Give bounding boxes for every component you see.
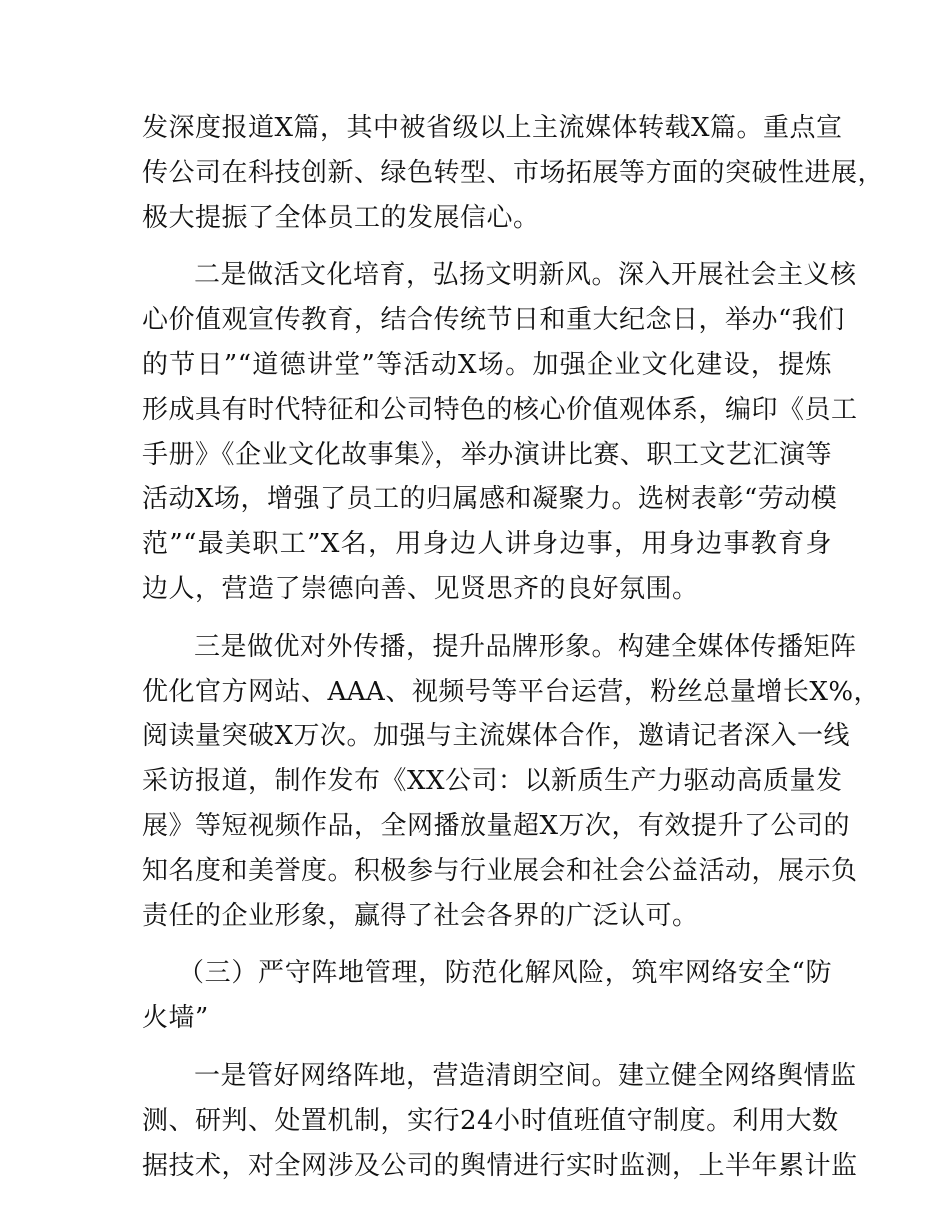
text-line: 极大提振了全体员工的发展信心。 bbox=[142, 202, 540, 233]
text-line: 手册》《企业文化故事集》，举办演讲比赛、职工文艺汇演等 bbox=[142, 439, 832, 470]
text-line: 边人，营造了崇德向善、见贤思齐的良好氛围。 bbox=[142, 573, 699, 604]
document-body bbox=[142, 106, 885, 1201]
paragraph-communication bbox=[142, 625, 881, 939]
text-line: 心价值观宣传教育，结合传统节日和重大纪念日，举办“我们 bbox=[142, 305, 845, 336]
heading-line: （三）严守阵地管理，防范化解风险，筑牢网络安全“防 bbox=[178, 958, 832, 989]
text-line: 三是做优对外传播，提升品牌形象。构建全媒体传播矩阵 bbox=[194, 631, 857, 662]
section-heading bbox=[142, 951, 832, 1041]
text-line: 展》等短视频作品，全网播放量超X万次，有效提升了公司的 bbox=[142, 810, 851, 841]
text-line: 形成具有时代特征和公司特色的核心价值观体系，编印《员工 bbox=[142, 394, 858, 425]
heading-line: 火墙” bbox=[142, 1003, 209, 1034]
text-line: 测、研判、处置机制，实行24小时值班值守制度。利用大数 bbox=[142, 1105, 839, 1136]
paragraph-continuation bbox=[142, 106, 885, 240]
text-line: 据技术，对全网涉及公司的舆情进行实时监测，上半年累计监 bbox=[142, 1150, 858, 1181]
text-line: 二是做活文化培育，弘扬文明新风。深入开展社会主义核 bbox=[194, 260, 857, 291]
text-line: 知名度和美誉度。积极参与行业展会和社会公益活动，展示负 bbox=[142, 855, 858, 886]
text-line: 优化官方网站、AAA、视频号等平台运营，粉丝总量增长X%， bbox=[142, 676, 881, 707]
text-line: 发深度报道X篇，其中被省级以上主流媒体转载X篇。重点宣 bbox=[142, 113, 843, 143]
text-line: 传公司在科技创新、绿色转型、市场拓展等方面的突破性进展， bbox=[142, 157, 885, 188]
text-line: 阅读量突破X万次。加强与主流媒体合作，邀请记者深入一线 bbox=[142, 721, 851, 752]
text-line: 活动X场，增强了员工的归属感和凝聚力。选树表彰“劳动模 bbox=[142, 484, 838, 515]
text-line: 采访报道，制作发布《XX公司：以新质生产力驱动高质量发 bbox=[142, 766, 843, 797]
text-line: 责任的企业形象，赢得了社会各界的广泛认可。 bbox=[142, 900, 699, 931]
text-line: 的节日”“道德讲堂”等活动X场。加强企业文化建设，提炼 bbox=[142, 349, 832, 380]
paragraph-network bbox=[142, 1054, 858, 1188]
text-line: 一是管好网络阵地，营造清朗空间。建立健全网络舆情监 bbox=[194, 1060, 857, 1091]
text-line: 范”“最美职工”X名，用身边人讲身边事，用身边事教育身 bbox=[142, 529, 832, 560]
paragraph-culture bbox=[142, 253, 858, 611]
